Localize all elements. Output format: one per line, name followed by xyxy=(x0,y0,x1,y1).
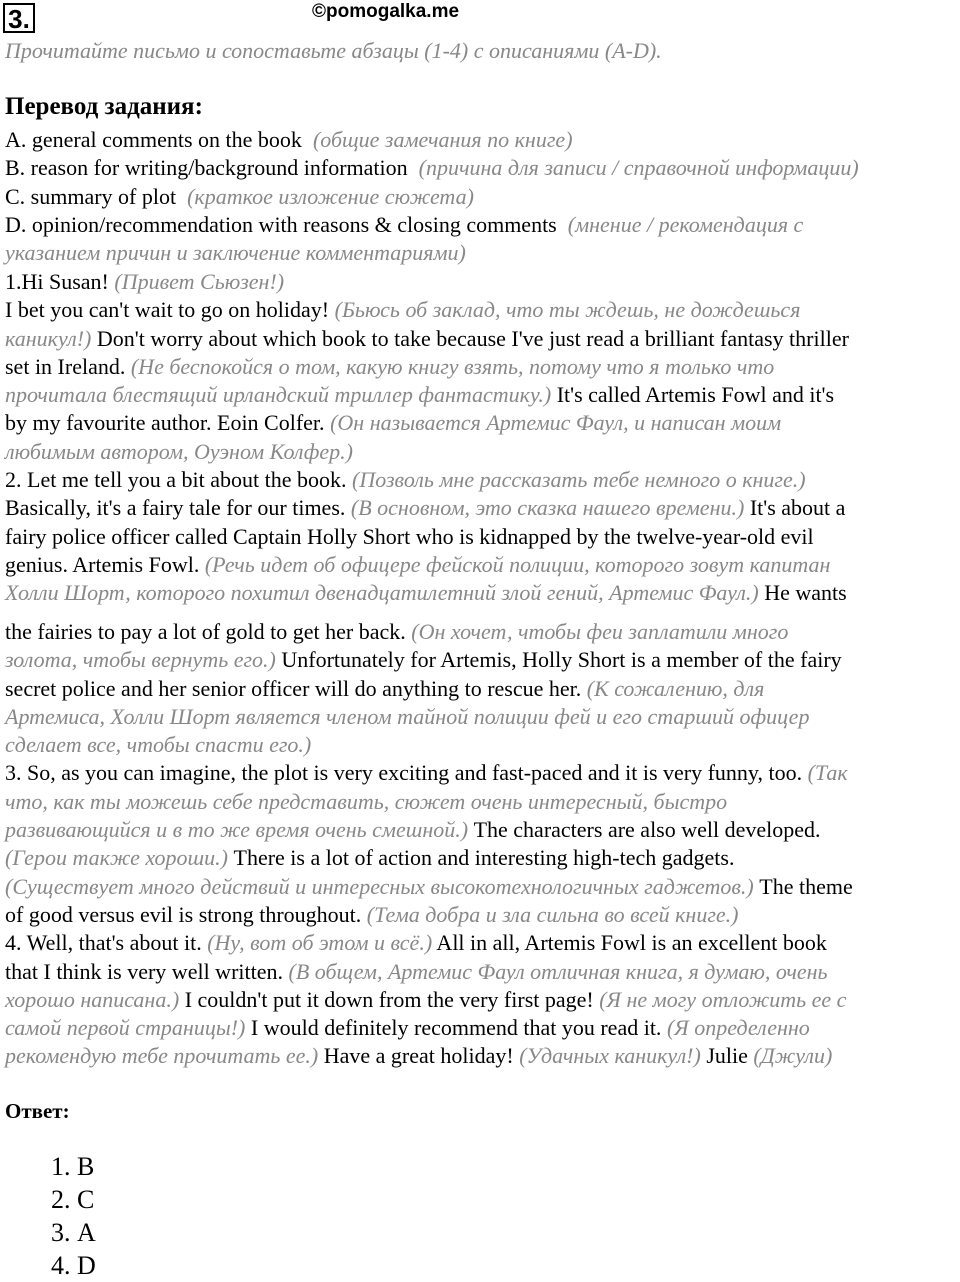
task-instruction: Прочитайте письмо и сопоставьте абзацы (1-4) с описаниями (A-D). xyxy=(5,38,662,63)
russian-translation: (Ну, вот об этом и всё.) xyxy=(207,930,433,956)
letter-line xyxy=(5,325,957,353)
russian-translation: (Существует много действий и интересных высокотехнологичных гаджетов.) xyxy=(5,873,754,899)
english-text: genius. Artemis Fowl. xyxy=(5,551,205,577)
russian-translation: самой первой страницы!) xyxy=(5,1015,246,1041)
letter-line xyxy=(5,816,957,844)
translation-item: A. general comments on the book (общие замечания по книге) xyxy=(5,127,573,152)
english-text: There is a lot of action and interesting high-tech gadgets. xyxy=(228,845,735,871)
russian-translation: Холли Шорт, которого похитил двенадцатилетний злой гений, Артемис Фаул.) xyxy=(5,580,759,606)
russian-translation: (Бьюсь об заклад, что ты ждешь, не дождешься xyxy=(334,297,801,323)
english-text: The characters are also well developed. xyxy=(468,817,821,843)
russian-translation: прочитала блестящий ирландский триллер фантастику.) xyxy=(5,382,552,408)
translation-list xyxy=(5,126,957,267)
russian-translation: (Он называется Артемис Фаул, и написан моим xyxy=(330,410,782,436)
russian-translation: рекомендую тебе прочитать ее.) xyxy=(5,1043,319,1069)
letter-line xyxy=(5,759,957,787)
russian-translation: любимым автором, Оуэном Колфер.) xyxy=(5,438,353,464)
letter-line xyxy=(5,438,957,466)
russian-translation: (Джули) xyxy=(753,1043,833,1069)
letter-line xyxy=(5,523,957,551)
english-text: by my favourite author. Eoin Colfer. xyxy=(5,410,331,436)
answer-item: 1. B xyxy=(77,1150,96,1183)
russian-translation: золота, чтобы вернуть его.) xyxy=(5,647,276,673)
translation-item: C. summary of plot (краткое изложение сюжета) xyxy=(5,183,474,209)
russian-translation: (К сожалению, для xyxy=(586,675,765,701)
russian-translation: сделает все, чтобы спасти его.) xyxy=(5,732,312,758)
english-text: 3. So, as you can imagine, the plot is very exciting and fast-paced and it is very funny, too. xyxy=(5,760,808,786)
answer-list xyxy=(55,1150,96,1282)
answer-item: 4. D xyxy=(77,1249,96,1282)
answer-heading: Ответ: xyxy=(5,1099,70,1123)
answer-item: 3. A xyxy=(77,1216,96,1249)
letter-line xyxy=(5,409,957,437)
letter-line xyxy=(5,703,957,731)
russian-translation: (Герои также хороши.) xyxy=(5,845,228,871)
letter-line xyxy=(5,675,957,703)
english-text: fairy police officer called Captain Holly Short who is kidnapped by the twelve-year-old evil xyxy=(5,523,814,549)
translation-item-continuation: указанием причин и заключение комментариями) xyxy=(5,240,466,266)
russian-translation: (В основном, это сказка нашего времени.) xyxy=(350,495,745,521)
russian-translation: (Позволь мне рассказать тебе немного о книге.) xyxy=(352,467,806,493)
russian-translation: (Речь идет об офицере фейской полиции, которого зовут капитан xyxy=(204,551,831,577)
letter-part-1 xyxy=(5,268,957,608)
russian-translation: (Не беспокойся о том, какую книгу взять, потому что я только что xyxy=(130,353,775,379)
letter-line xyxy=(5,646,957,674)
english-text: set in Ireland. xyxy=(5,353,131,379)
russian-translation: (Я не могу отложить ее с xyxy=(599,986,847,1012)
english-text: The theme xyxy=(753,873,853,899)
russian-translation: хорошо написана.) xyxy=(5,986,180,1012)
english-text: 2. Let me tell you a bit about the book. xyxy=(5,467,353,493)
russian-translation: что, как ты можешь себе представить, сюжет очень интересный, быстро xyxy=(5,788,728,814)
russian-translation: (Удачных каникул!) xyxy=(519,1043,701,1069)
letter-line xyxy=(5,958,957,986)
translation-item: D. opinion/recommendation with reasons & closing comments (мнение / рекомендация с xyxy=(5,211,804,237)
letter-line xyxy=(5,1042,957,1070)
letter-line xyxy=(5,381,957,409)
english-text: secret police and her senior officer will do anything to rescue her. xyxy=(5,675,587,701)
letter-line xyxy=(5,494,957,522)
letter-line xyxy=(5,551,957,579)
english-text: It's about a xyxy=(744,495,846,521)
letter-part-2 xyxy=(5,618,957,1071)
exercise-number: 3. xyxy=(3,3,35,33)
letter-line xyxy=(5,296,957,324)
russian-translation: (В общем, Артемис Фаул отличная книга, я думаю, очень xyxy=(288,958,828,984)
english-text: the fairies to pay a lot of gold to get her back. xyxy=(5,619,412,644)
letter-line xyxy=(5,466,957,494)
letter-line xyxy=(5,579,957,607)
russian-translation: (Я определенно xyxy=(666,1015,810,1041)
english-text: that I think is very well written. xyxy=(5,958,289,984)
english-text: I would definitely recommend that you read it. xyxy=(245,1015,667,1041)
russian-translation: (Тема добра и зла сильна во всей книге.) xyxy=(366,901,739,927)
letter-line xyxy=(5,901,957,929)
letter-line xyxy=(5,618,957,646)
russian-translation: развивающийся и в то же время очень смешной.) xyxy=(5,817,469,843)
english-text: I couldn't put it down from the very first page! xyxy=(179,986,600,1012)
russian-translation: (Он хочет, чтобы феи заплатили много xyxy=(411,619,789,644)
letter-line xyxy=(5,788,957,816)
answer-item: 2. C xyxy=(77,1183,96,1216)
letter-line xyxy=(5,1014,957,1042)
english-text: All in all, Artemis Fowl is an excellent book xyxy=(432,930,827,956)
letter-line xyxy=(5,353,957,381)
russian-translation: каникул!) xyxy=(5,325,92,351)
english-text: 1.Hi Susan! xyxy=(5,269,115,294)
letter-line xyxy=(5,986,957,1014)
russian-translation: Артемиса, Холли Шорт является членом тайной полиции фей и его старший офицер xyxy=(5,703,810,729)
english-text: Basically, it's a fairy tale for our times. xyxy=(5,495,351,521)
english-text: 4. Well, that's about it. xyxy=(5,930,208,956)
letter-line xyxy=(5,844,957,872)
english-text: I bet you can't wait to go on holiday! xyxy=(5,297,335,323)
translation-item: B. reason for writing/background information (причина для записи / справочной информации) xyxy=(5,155,859,181)
letter-line xyxy=(5,873,957,901)
english-text: He wants xyxy=(758,580,847,606)
site-watermark: ©pomogalka.me xyxy=(312,1,460,22)
russian-translation: (Привет Сьюзен!) xyxy=(114,269,285,294)
english-text: Have a great holiday! xyxy=(318,1043,520,1069)
letter-line xyxy=(5,929,957,957)
english-text: It's called Artemis Fowl and it's xyxy=(551,382,835,408)
english-text: Unfortunately for Artemis, Holly Short is a member of the fairy xyxy=(275,647,842,673)
translation-heading: Перевод задания: xyxy=(5,93,203,120)
english-text: Don't worry about which book to take because I've just read a brilliant fantasy thriller xyxy=(91,325,849,351)
letter-line xyxy=(5,268,957,296)
english-text: of good versus evil is strong throughout. xyxy=(5,901,367,927)
letter-line xyxy=(5,731,957,759)
english-text: Julie xyxy=(700,1043,754,1069)
russian-translation: (Так xyxy=(807,760,848,786)
